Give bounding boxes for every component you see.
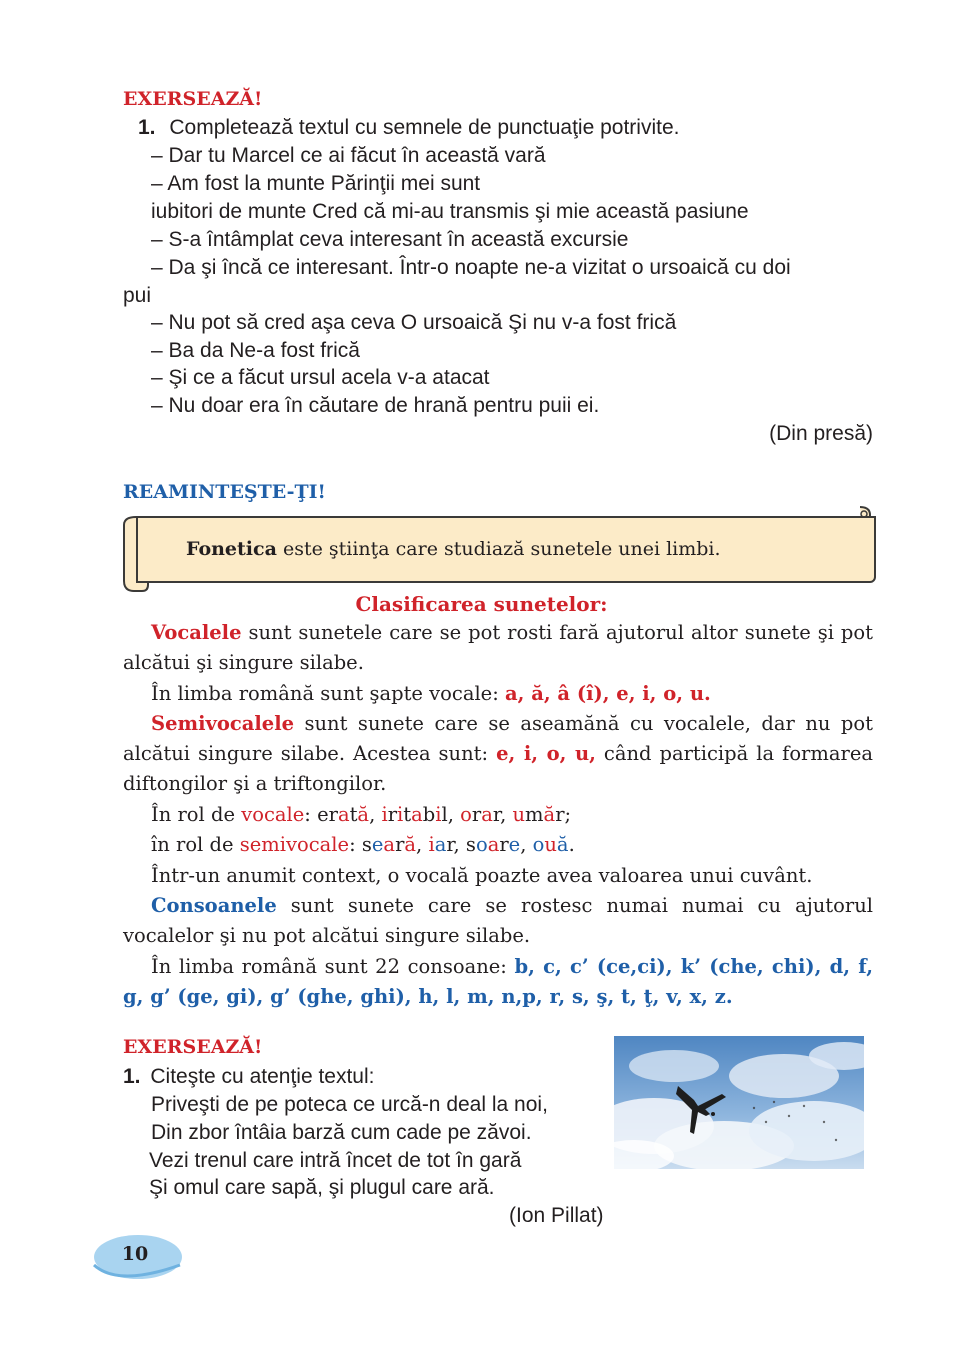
example-word: umăr	[512, 803, 565, 826]
consoane-paragraph: Consoanele sunt sunete care se rostesc numai numai cu ajutorul vocalelor şi nu pot alcătui singure silabe.	[123, 894, 873, 947]
semivocale-paragraph: Semivocalele sunt sunete care se aseamănă cu vocalele, dar nu pot alcătui singure silabe. Acestea sunt: e, i, o, u, când participă la formarea diftongilor şi a triftongilor.	[123, 712, 873, 795]
exercise-heading: EXERSEAZĂ!	[123, 1036, 263, 1058]
vocale-term: Vocalele	[151, 621, 242, 644]
exercise-heading: EXERSEAZĂ!	[123, 88, 263, 110]
poem-line: Din zbor întâia barză cum cade pe zăvoi.	[151, 1121, 532, 1144]
dialogue-line: – S-a întâmplat ceva interesant în această excursie	[151, 228, 629, 251]
dialogue-line: – Nu doar era în căutare de hrană pentru puii ei.	[151, 394, 600, 417]
page-number: 10	[121, 1243, 149, 1265]
dialogue-line: – Şi ce a făcut ursul acela v-a atacat	[151, 366, 490, 389]
example-word: soare	[465, 833, 521, 856]
exercise-instruction: 1. Completează textul cu semnele de punctuaţie potrivite.	[138, 116, 680, 139]
reminder-heading: REAMINTEŞTE-ŢI!	[123, 481, 326, 503]
exercise-number: 1.	[123, 1065, 141, 1088]
poem-line: Şi omul care sapă, şi plugul care ară.	[149, 1176, 495, 1199]
rol-semivocale-label: semivocale	[239, 833, 350, 856]
example-word: erată	[317, 803, 370, 826]
semivocale-term: Semivocalele	[151, 712, 295, 735]
exercise-instruction: 1. Citeşte cu atenţie textul:	[123, 1065, 375, 1088]
dialogue-line: – Am fost la munte Părinţii mei sunt	[151, 172, 481, 195]
source-credit: (Din presă)	[769, 422, 873, 445]
dialogue-line: – Dar tu Marcel ce ai făcut în această vară	[151, 144, 546, 167]
definition-text: Fonetica este ştiinţa care studiază sunetele unei limbi.	[186, 538, 721, 560]
rol-vocale-label: vocale	[241, 803, 305, 826]
context-note: Într-un anumit context, o vocală poazte avea valoarea unui cuvânt.	[151, 864, 813, 887]
poem-author: (Ion Pillat)	[509, 1204, 604, 1227]
dialogue-line: – Ba da Ne-a fost frică	[151, 339, 360, 362]
dialogue-line: – Nu pot să cred aşa ceva O ursoaică Şi nu v-a fost frică	[151, 311, 677, 334]
page-number-badge	[88, 1229, 182, 1281]
classification-title: Clasificarea sunetelor:	[355, 592, 608, 616]
semivocale-list: e, i, o, u,	[496, 742, 596, 765]
example-word: orar	[460, 803, 501, 826]
rol-semivocale-line: în rol de semivocale: seară, iar, soare, ouă.	[151, 833, 575, 856]
example-word: iar	[428, 833, 454, 856]
dialogue-line: pui	[123, 284, 152, 307]
poem-line: Priveşti de pe poteca ce urcă-n deal la noi,	[151, 1093, 548, 1116]
dialogue-line: – Da şi încă ce interesant. Într-o noapte ne-a vizitat o ursoaică cu doi	[151, 256, 791, 279]
poem-line: Vezi trenul care intră încet de tot în gară	[149, 1149, 522, 1172]
stork-sky-photo	[614, 1036, 864, 1169]
dialogue-line: iubitori de munte Cred că mi-au transmis şi mie această pasiune	[151, 200, 749, 223]
definition-term: Fonetica	[186, 538, 277, 560]
example-word: ouă	[532, 833, 569, 856]
example-word: iritabil	[381, 803, 448, 826]
consoane-list: b, c, c’ (ce,ci), k’ (che, chi), d, f, g, g’ (ge, gi), g’ (ghe, ghi), h, l, m, n,p, r, s, ş, t, ţ, v, x, z.	[123, 955, 873, 1008]
vocale-list-paragraph: În limba română sunt şapte vocale: a, ă, â (î), e, i, o, u.	[151, 682, 711, 705]
consoane-list-paragraph: În limba română sunt 22 consoane: b, c, c’ (ce,ci), k’ (che, chi), d, f, g, g’ (ge, gi), g’ (ghe, ghi), h, l, m, n,p, r, s, ş, t, ţ, v, x, z.	[123, 955, 873, 1008]
vocale-list: a, ă, â (î), e, i, o, u.	[505, 682, 711, 705]
definition-box	[136, 516, 876, 583]
vocale-paragraph: Vocalele sunt sunetele care se pot rosti fară ajutorul altor sunete şi pot alcătui şi singure silabe.	[123, 621, 873, 674]
rol-vocale-line: În rol de vocale: erată, iritabil, orar, umăr;	[151, 803, 572, 826]
exercise-number: 1.	[138, 116, 156, 139]
example-word: seară	[361, 833, 417, 856]
consoane-term: Consoanele	[151, 894, 277, 917]
